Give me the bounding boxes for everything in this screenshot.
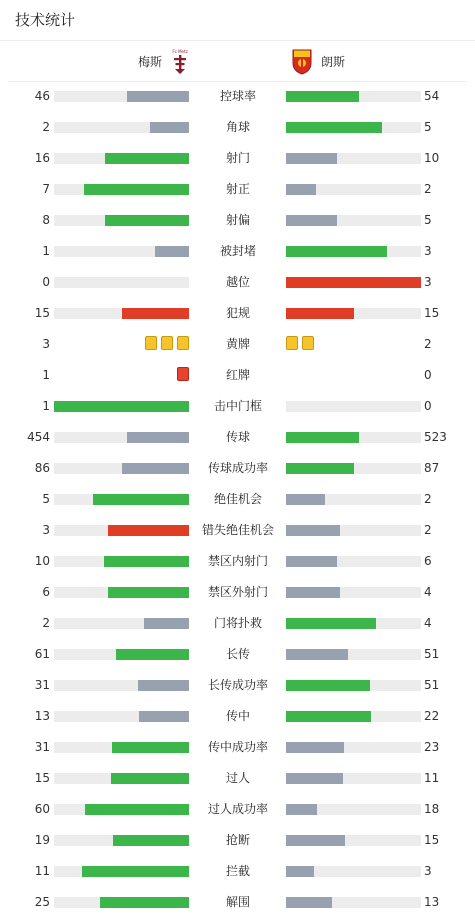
home-stat-value: 16 (34, 151, 50, 165)
away-stat-value: 3 (424, 275, 432, 289)
stat-row (0, 236, 475, 267)
stat-row (0, 484, 475, 515)
stat-label: 禁区外射门 (207, 585, 268, 599)
away-stat-value: 18 (424, 802, 440, 816)
home-bar-fill (122, 308, 190, 319)
away-bar-fill (286, 153, 337, 164)
home-stat-value: 2 (42, 120, 50, 134)
home-bar-track (54, 432, 189, 443)
away-bar-track (286, 153, 421, 164)
home-bar-fill (144, 618, 189, 629)
home-bar-track (54, 835, 189, 846)
away-stat-value: 523 (424, 430, 447, 444)
stat-row (0, 174, 475, 205)
home-bar-fill (82, 866, 189, 877)
away-team-name: 朗斯 (321, 55, 346, 69)
away-stat-value: 23 (424, 740, 440, 754)
stat-row (0, 81, 475, 112)
away-bar-fill (286, 432, 359, 443)
yellow-card-icon (161, 336, 173, 350)
away-stat-value: 0 (424, 399, 432, 413)
away-stat-value: 4 (424, 616, 432, 630)
home-bar-fill (100, 897, 189, 908)
home-team-name: 梅斯 (138, 55, 163, 69)
away-bar-track (286, 773, 421, 784)
home-stat-value: 8 (42, 213, 50, 227)
away-bar-fill (286, 215, 337, 226)
stat-label: 角球 (225, 120, 250, 134)
svg-text:Fc Metz: Fc Metz (172, 49, 188, 54)
metz-crest-icon (171, 48, 189, 76)
stat-row (0, 143, 475, 174)
away-bar-track (286, 742, 421, 753)
away-bar-track (286, 525, 421, 536)
stat-row (0, 639, 475, 670)
home-stat-value: 6 (42, 585, 50, 599)
away-bar-fill (286, 277, 421, 288)
home-stat-value: 7 (42, 182, 50, 196)
away-bar-fill (286, 525, 340, 536)
stat-label: 禁区内射门 (207, 554, 268, 568)
stat-label: 被封堵 (219, 244, 256, 258)
away-cards (286, 336, 314, 350)
away-bar-fill (286, 463, 354, 474)
away-bar-fill (286, 556, 337, 567)
away-bar-track (286, 215, 421, 226)
stat-row (0, 515, 475, 546)
away-stat-value: 51 (424, 647, 440, 661)
stat-label: 过人成功率 (207, 802, 268, 816)
home-bar-track (54, 587, 189, 598)
stat-label: 门将扑救 (213, 616, 262, 630)
away-stat-value: 2 (424, 523, 432, 537)
home-bar-track (54, 556, 189, 567)
away-bar-track (286, 618, 421, 629)
away-bar-track (286, 277, 421, 288)
home-bar-track (54, 804, 189, 815)
away-bar-fill (286, 184, 316, 195)
away-bar-fill (286, 618, 376, 629)
home-stat-value: 15 (34, 771, 50, 785)
home-bar-track (54, 866, 189, 877)
away-stat-value: 3 (424, 864, 432, 878)
away-bar-track (286, 556, 421, 567)
home-bar-track (54, 742, 189, 753)
home-stat-value: 0 (42, 275, 50, 289)
home-bar-track (54, 649, 189, 660)
home-bar-track (54, 246, 189, 257)
stat-row (0, 267, 475, 298)
home-bar-fill (155, 246, 189, 257)
home-bar-track (54, 215, 189, 226)
home-bar-fill (84, 184, 189, 195)
home-bar-fill (113, 835, 189, 846)
home-bar-fill (93, 494, 189, 505)
away-bar-fill (286, 649, 348, 660)
stat-label: 绝佳机会 (213, 492, 262, 506)
away-stat-value: 2 (424, 492, 432, 506)
away-bar-track (286, 308, 421, 319)
home-bar-track (54, 618, 189, 629)
home-bar-track (54, 153, 189, 164)
stat-row (0, 732, 475, 763)
home-stat-value: 15 (34, 306, 50, 320)
away-stat-value: 87 (424, 461, 440, 475)
home-stat-value: 11 (34, 864, 50, 878)
home-bar-fill (108, 587, 189, 598)
stat-label: 射门 (225, 151, 250, 165)
stat-row (0, 422, 475, 453)
stat-row (0, 112, 475, 143)
stat-label: 红牌 (225, 368, 250, 382)
away-bar-fill (286, 587, 340, 598)
home-bar-fill (111, 773, 189, 784)
stat-label: 传中成功率 (207, 740, 268, 754)
away-bar-track (286, 711, 421, 722)
home-bar-track (54, 308, 189, 319)
home-bar-fill (138, 680, 189, 691)
home-bar-track (54, 525, 189, 536)
home-bar-fill (127, 91, 189, 102)
stat-row (0, 856, 475, 887)
home-bar-track (54, 91, 189, 102)
away-bar-fill (286, 711, 371, 722)
home-stat-value: 31 (34, 740, 50, 754)
stat-label: 传球成功率 (207, 461, 268, 475)
stat-label: 长传 (225, 647, 250, 661)
home-stat-value: 454 (27, 430, 50, 444)
home-bar-track (54, 494, 189, 505)
away-bar-fill (286, 804, 317, 815)
stat-label: 越位 (225, 275, 250, 289)
away-bar-track (286, 246, 421, 257)
away-stat-value: 10 (424, 151, 440, 165)
home-bar-track (54, 184, 189, 195)
stat-row (0, 329, 475, 360)
home-stat-value: 1 (42, 244, 50, 258)
stat-label: 控球率 (219, 89, 256, 103)
stat-row (0, 577, 475, 608)
home-bar-fill (54, 401, 189, 412)
home-cards (145, 336, 189, 350)
home-bar-track (54, 897, 189, 908)
home-bar-fill (105, 215, 189, 226)
away-bar-fill (286, 494, 325, 505)
home-stat-value: 2 (42, 616, 50, 630)
away-bar-track (286, 91, 421, 102)
home-bar-track (54, 401, 189, 412)
page-title: 技术统计 (15, 11, 76, 29)
away-bar-fill (286, 773, 343, 784)
home-stat-value: 3 (42, 337, 50, 351)
stat-label: 传中 (225, 709, 250, 723)
home-bar-fill (108, 525, 189, 536)
home-bar-fill (112, 742, 189, 753)
stat-row (0, 763, 475, 794)
away-bar-track (286, 897, 421, 908)
away-bar-track (286, 587, 421, 598)
away-stat-value: 13 (424, 895, 440, 909)
home-stat-value: 60 (34, 802, 50, 816)
away-stat-value: 5 (424, 213, 432, 227)
away-bar-track (286, 184, 421, 195)
home-stat-value: 13 (34, 709, 50, 723)
away-bar-fill (286, 742, 344, 753)
home-bar-fill (127, 432, 189, 443)
yellow-card-icon (286, 336, 298, 350)
away-stat-value: 15 (424, 833, 440, 847)
away-bar-track (286, 122, 421, 133)
away-bar-fill (286, 897, 332, 908)
away-bar-fill (286, 835, 345, 846)
title-divider (0, 40, 475, 41)
stat-label: 抢断 (225, 833, 250, 847)
away-bar-track (286, 866, 421, 877)
stat-row (0, 298, 475, 329)
away-stat-value: 15 (424, 306, 440, 320)
away-stat-value: 51 (424, 678, 440, 692)
stat-label: 解围 (225, 895, 250, 909)
home-stat-value: 1 (42, 368, 50, 382)
away-bar-track (286, 649, 421, 660)
home-bar-track (54, 277, 189, 288)
stat-row (0, 701, 475, 732)
away-bar-fill (286, 308, 354, 319)
home-stat-value: 3 (42, 523, 50, 537)
stat-row (0, 453, 475, 484)
home-stat-value: 19 (34, 833, 50, 847)
stat-row (0, 608, 475, 639)
stat-label: 传球 (225, 430, 250, 444)
home-bar-fill (85, 804, 189, 815)
yellow-card-icon (302, 336, 314, 350)
home-stat-value: 10 (34, 554, 50, 568)
home-stat-value: 25 (34, 895, 50, 909)
home-bar-fill (139, 711, 189, 722)
away-bar-fill (286, 866, 314, 877)
away-stat-value: 2 (424, 337, 432, 351)
away-bar-track (286, 835, 421, 846)
home-stat-value: 61 (34, 647, 50, 661)
stat-label: 错失绝佳机会 (201, 523, 274, 537)
away-stat-value: 4 (424, 585, 432, 599)
stat-label: 射正 (225, 182, 250, 196)
home-bar-fill (104, 556, 189, 567)
home-team-header[interactable] (138, 48, 189, 76)
away-bar-track (286, 804, 421, 815)
stat-label: 过人 (225, 771, 250, 785)
away-bar-track (286, 494, 421, 505)
stat-row (0, 794, 475, 825)
away-bar-fill (286, 246, 387, 257)
home-bar-track (54, 463, 189, 474)
home-bar-track (54, 680, 189, 691)
away-bar-fill (286, 122, 382, 133)
away-bar-fill (286, 680, 370, 691)
home-bar-fill (122, 463, 190, 474)
stat-label: 长传成功率 (207, 678, 268, 692)
home-bar-track (54, 711, 189, 722)
stat-row (0, 391, 475, 422)
away-stat-value: 0 (424, 368, 432, 382)
away-stat-value: 6 (424, 554, 432, 568)
stat-label: 拦截 (225, 864, 250, 878)
away-stat-value: 54 (424, 89, 440, 103)
away-bar-track (286, 463, 421, 474)
away-stat-value: 22 (424, 709, 440, 723)
stat-row (0, 546, 475, 577)
home-stat-value: 46 (34, 89, 50, 103)
away-stat-value: 11 (424, 771, 440, 785)
stat-label: 击中门框 (213, 399, 262, 413)
stat-row (0, 360, 475, 391)
red-card-icon (177, 367, 189, 381)
stat-label: 犯规 (225, 306, 250, 320)
away-bar-fill (286, 91, 359, 102)
away-stat-value: 3 (424, 244, 432, 258)
home-bar-track (54, 773, 189, 784)
away-stat-value: 5 (424, 120, 432, 134)
home-stat-value: 86 (34, 461, 50, 475)
stat-row (0, 887, 475, 918)
home-bar-fill (116, 649, 189, 660)
home-bar-fill (150, 122, 189, 133)
stat-row (0, 670, 475, 701)
stat-label: 射偏 (225, 213, 250, 227)
stat-label: 黄牌 (225, 337, 250, 351)
stat-row (0, 205, 475, 236)
home-stat-value: 5 (42, 492, 50, 506)
home-bar-fill (105, 153, 189, 164)
home-bar-track (54, 122, 189, 133)
home-cards (177, 367, 189, 381)
away-bar-track (286, 680, 421, 691)
away-stat-value: 2 (424, 182, 432, 196)
yellow-card-icon (145, 336, 157, 350)
away-team-header[interactable] (292, 48, 345, 76)
away-bar-track (286, 401, 421, 412)
lens-crest-icon (292, 49, 312, 75)
stats-list (0, 81, 475, 918)
home-stat-value: 31 (34, 678, 50, 692)
away-bar-track (286, 432, 421, 443)
home-stat-value: 1 (42, 399, 50, 413)
stat-row (0, 825, 475, 856)
yellow-card-icon (177, 336, 189, 350)
